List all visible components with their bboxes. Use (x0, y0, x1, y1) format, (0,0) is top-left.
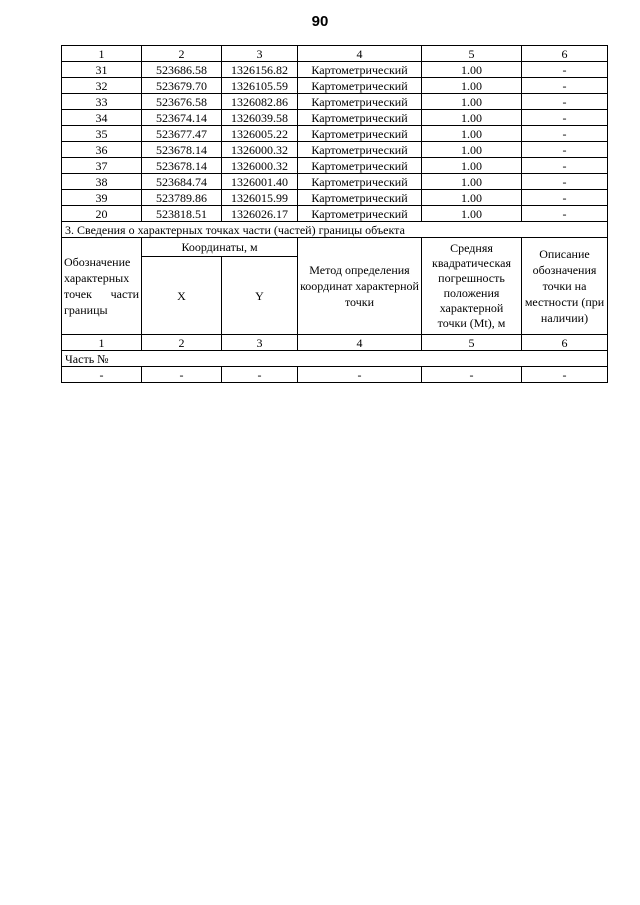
cell-method: Картометрический (298, 142, 422, 158)
cell-x: 523674.14 (142, 110, 222, 126)
cell-desc: - (522, 110, 608, 126)
s3-col-number-1: 1 (62, 335, 142, 351)
cell-n: 32 (62, 78, 142, 94)
section-3-title: 3. Сведения о характерных точках части (частей) границы объекта (62, 222, 608, 238)
table-row (62, 110, 608, 126)
table-row (62, 158, 608, 174)
cell-mt: 1.00 (422, 190, 522, 206)
cell-mt: 1.00 (422, 62, 522, 78)
cell-mt: 1.00 (422, 78, 522, 94)
col-number-5: 5 (422, 46, 522, 62)
cell-desc: - (522, 206, 608, 222)
cell-x: 523678.14 (142, 142, 222, 158)
cell-method: Картометрический (298, 206, 422, 222)
cell-y: 1326156.82 (222, 62, 298, 78)
cell-method: Картометрический (298, 126, 422, 142)
header-error: Средняя квадратическая погрешность положения характерной точки (Mt), м (422, 238, 522, 335)
cell-y: 1326001.40 (222, 174, 298, 190)
cell-n: 34 (62, 110, 142, 126)
part-label-row (62, 351, 608, 367)
s3-col-number-3: 3 (222, 335, 298, 351)
cell-mt: 1.00 (422, 126, 522, 142)
s3-col-number-5: 5 (422, 335, 522, 351)
cell-x: 523686.58 (142, 62, 222, 78)
cell-y: 1326000.32 (222, 158, 298, 174)
cell-x: 523789.86 (142, 190, 222, 206)
cell-n: 36 (62, 142, 142, 158)
cell-desc: - (522, 158, 608, 174)
table-row (62, 78, 608, 94)
cell-n: 38 (62, 174, 142, 190)
cell-mt: 1.00 (422, 206, 522, 222)
cell-desc: - (522, 78, 608, 94)
table-row (62, 62, 608, 78)
table-row (62, 94, 608, 110)
cell-method: Картометрический (298, 158, 422, 174)
s3-col-number-2: 2 (142, 335, 222, 351)
cell-desc: - (522, 62, 608, 78)
column-number-row (62, 46, 608, 62)
empty-cell: - (222, 367, 298, 383)
cell-x: 523678.14 (142, 158, 222, 174)
cell-method: Картометрический (298, 94, 422, 110)
cell-x: 523684.74 (142, 174, 222, 190)
empty-cell: - (298, 367, 422, 383)
col-number-4: 4 (298, 46, 422, 62)
cell-n: 33 (62, 94, 142, 110)
empty-cell: - (422, 367, 522, 383)
section-3-title-row (62, 222, 608, 238)
cell-n: 39 (62, 190, 142, 206)
header-designation: Обозначение характерных точек части границы (62, 238, 142, 335)
col-number-1: 1 (62, 46, 142, 62)
s3-col-number-6: 6 (522, 335, 608, 351)
empty-row (62, 367, 608, 383)
header-coords: Координаты, м (142, 238, 298, 257)
header-description: Описание обозначения точки на местности (при наличии) (522, 238, 608, 335)
cell-y: 1326105.59 (222, 78, 298, 94)
cell-desc: - (522, 126, 608, 142)
cell-mt: 1.00 (422, 110, 522, 126)
cell-desc: - (522, 190, 608, 206)
header-method: Метод определения координат характерной точки (298, 238, 422, 335)
empty-cell: - (522, 367, 608, 383)
cell-x: 523679.70 (142, 78, 222, 94)
cell-mt: 1.00 (422, 158, 522, 174)
section-3-column-number-row (62, 335, 608, 351)
cell-desc: - (522, 94, 608, 110)
cell-method: Картометрический (298, 62, 422, 78)
table-row (62, 206, 608, 222)
header-x: X (142, 257, 222, 335)
part-label: Часть № (62, 351, 608, 367)
cell-n: 31 (62, 62, 142, 78)
col-number-3: 3 (222, 46, 298, 62)
table-row (62, 174, 608, 190)
cell-method: Картометрический (298, 110, 422, 126)
cell-x: 523676.58 (142, 94, 222, 110)
cell-n: 37 (62, 158, 142, 174)
cell-y: 1326000.32 (222, 142, 298, 158)
empty-cell: - (62, 367, 142, 383)
table-row (62, 190, 608, 206)
cell-y: 1326039.58 (222, 110, 298, 126)
cell-y: 1326082.86 (222, 94, 298, 110)
table-row (62, 126, 608, 142)
cell-y: 1326015.99 (222, 190, 298, 206)
cell-x: 523677.47 (142, 126, 222, 142)
cell-method: Картометрический (298, 174, 422, 190)
section-3-header-row-1 (62, 238, 608, 257)
cell-mt: 1.00 (422, 142, 522, 158)
cell-method: Картометрический (298, 78, 422, 94)
cell-desc: - (522, 174, 608, 190)
cell-mt: 1.00 (422, 94, 522, 110)
col-number-2: 2 (142, 46, 222, 62)
cell-y: 1326026.17 (222, 206, 298, 222)
header-y: Y (222, 257, 298, 335)
col-number-6: 6 (522, 46, 608, 62)
cell-x: 523818.51 (142, 206, 222, 222)
cell-mt: 1.00 (422, 174, 522, 190)
cell-desc: - (522, 142, 608, 158)
page-number: 90 (311, 13, 329, 30)
cell-n: 20 (62, 206, 142, 222)
coordinates-table (61, 45, 608, 383)
cell-y: 1326005.22 (222, 126, 298, 142)
s3-col-number-4: 4 (298, 335, 422, 351)
empty-cell: - (142, 367, 222, 383)
cell-n: 35 (62, 126, 142, 142)
cell-method: Картометрический (298, 190, 422, 206)
table-row (62, 142, 608, 158)
